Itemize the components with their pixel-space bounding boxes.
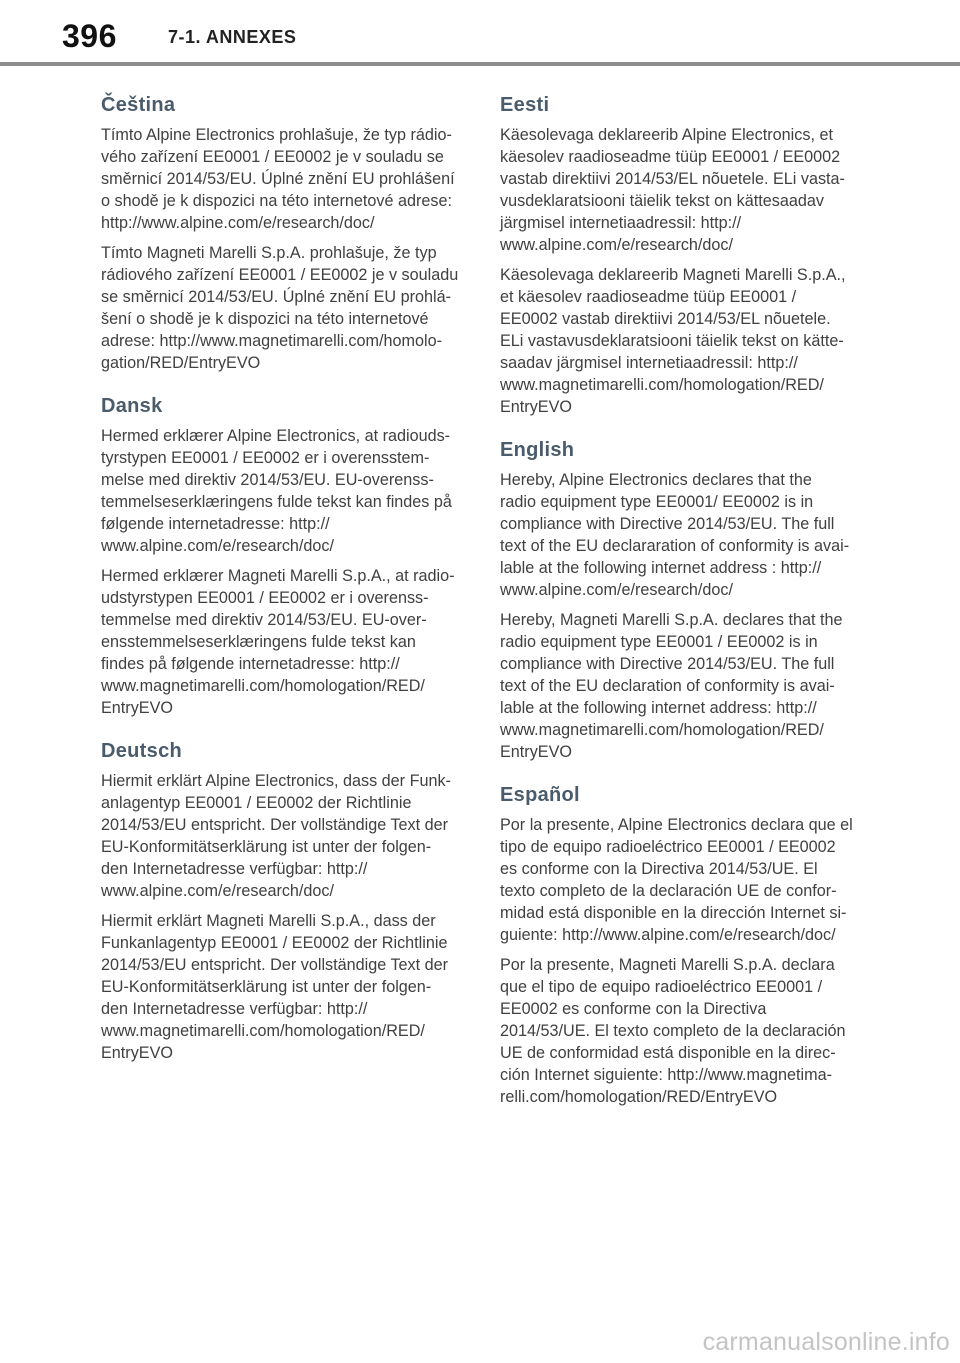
- declaration-paragraph: Hermed erklærer Magneti Marelli S.p.A., at radio- udstyrstypen EE0001 / EE0002 er i overenss- temmelse med direktiv 2014/53/EU. EU-over- ensstemmelseserklæringens fulde tekst kan findes på følgende internetadresse: http:// www.magnetimarelli.com/homologation/RED/ EntryEVO: [101, 567, 455, 717]
- language-heading: Español: [500, 784, 580, 806]
- left-column: [101, 90, 459, 1081]
- language-heading: Deutsch: [101, 740, 183, 762]
- language-section-english: [500, 435, 858, 763]
- page-number: 396: [62, 18, 117, 54]
- watermark: carmanualsonline.info: [702, 1328, 950, 1356]
- language-heading: Čeština: [101, 94, 176, 116]
- declaration-paragraph: Hiermit erklärt Magneti Marelli S.p.A., dass der Funkanlagentyp EE0001 / EE0002 der Richtlinie 2014/53/EU entspricht. Der vollständige Text der EU-Konformitätserklärung ist unter der folgen- den Internetadresse verfügbar: http:// www.magnetimarelli.com/homologation/RED/ EntryEVO: [101, 912, 449, 1062]
- language-heading: English: [500, 439, 575, 461]
- declaration-paragraph: Hiermit erklärt Alpine Electronics, dass der Funk- anlagentyp EE0001 / EE0002 der Richtlinie 2014/53/EU entspricht. Der vollständige Text der EU-Konformitätserklärung ist unter der folgen- den Internetadresse verfügbar: http:// www.alpine.com/e/research/doc/: [101, 772, 451, 900]
- right-column: [500, 90, 858, 1125]
- language-section-danish: [101, 391, 459, 719]
- declaration-paragraph: Käesolevaga deklareerib Alpine Electronics, et käesolev raadioseadme tüüp EE0001 / EE0002 vastab direktiivi 2014/53/EL nõuetele. ELi vasta- vusdeklaratsiooni täielik tekst on kättesaadav järgmisel internetiaadressil: http:// www.alpine.com/e/research/doc/: [500, 126, 845, 254]
- language-section-german: [101, 736, 459, 1064]
- declaration-paragraph: Tímto Magneti Marelli S.p.A. prohlašuje, že typ rádiového zařízení EE0001 / EE0002 je v souladu se směrnicí 2014/53/EU. Úplné znění EU prohlá- šení o shodě je k dispozici na této internetové adrese: http://www.magnetimarelli.com/homolo- gation/RED/EntryEVO: [101, 244, 459, 372]
- language-heading: Eesti: [500, 94, 550, 116]
- language-section-estonian: [500, 90, 858, 418]
- section-title: 7-1. ANNEXES: [168, 27, 297, 47]
- declaration-paragraph: Tímto Alpine Electronics prohlašuje, že typ rádio- vého zařízení EE0001 / EE0002 je v souladu se směrnicí 2014/53/EU. Úplné znění EU prohlášení o shodě je k dispozici na této internetové adrese: http://www.alpine.com/e/research/doc/: [101, 126, 455, 232]
- declaration-paragraph: Por la presente, Alpine Electronics declara que el tipo de equipo radioeléctrico EE0001 / EE0002 es conforme con la Directiva 2014/53/UE. El texto completo de la declaración UE de confor- midad está disponible en la dirección Internet si- guiente: http://www.alpine.com/e/research/doc/: [500, 816, 853, 944]
- declaration-paragraph: Hereby, Magneti Marelli S.p.A. declares that the radio equipment type EE0001 / EE0002 is in compliance with Directive 2014/53/EU. The full text of the EU declaration of conformity is avai- lable at the following internet address: http:// www.magnetimarelli.com/homologation/RED/ EntryEVO: [500, 611, 843, 761]
- declaration-paragraph: Hermed erklærer Alpine Electronics, at radiouds- tyrstypen EE0001 / EE0002 er i overensstem- melse med direktiv 2014/53/EU. EU-overenss- temmelseserklæringens fulde tekst kan findes på følgende internetadresse: http:// www.alpine.com/e/research/doc/: [101, 427, 452, 555]
- declaration-paragraph: Hereby, Alpine Electronics declares that the radio equipment type EE0001/ EE0002 is in compliance with Directive 2014/53/EU. The full text of the EU declararation of conformity is avai- lable at the following internet address : http:// www.alpine.com/e/research/doc/: [500, 471, 850, 599]
- language-section-czech: [101, 90, 459, 374]
- language-section-spanish: [500, 780, 858, 1108]
- declaration-paragraph: Por la presente, Magneti Marelli S.p.A. declara que el tipo de equipo radioeléctrico EE0001 / EE0002 es conforme con la Directiva 2014/53/UE. El texto completo de la declaración UE de conformidad está disponible en la direc- ción Internet siguiente: http://www.magnetima- relli.com/homologation/RED/EntryEVO: [500, 956, 846, 1106]
- page-header: [0, 0, 960, 68]
- declaration-paragraph: Käesolevaga deklareerib Magneti Marelli S.p.A., et käesolev raadioseadme tüüp EE0001 / EE0002 vastab direktiivi 2014/53/EL nõuetele. ELi vastavusdeklaratsiooni täielik tekst on kätte- saadav järgmisel internetiaadressil: http:// www.magnetimarelli.com/homologation/RED/ EntryEVO: [500, 266, 846, 416]
- language-heading: Dansk: [101, 395, 163, 417]
- header-rule: [0, 62, 960, 66]
